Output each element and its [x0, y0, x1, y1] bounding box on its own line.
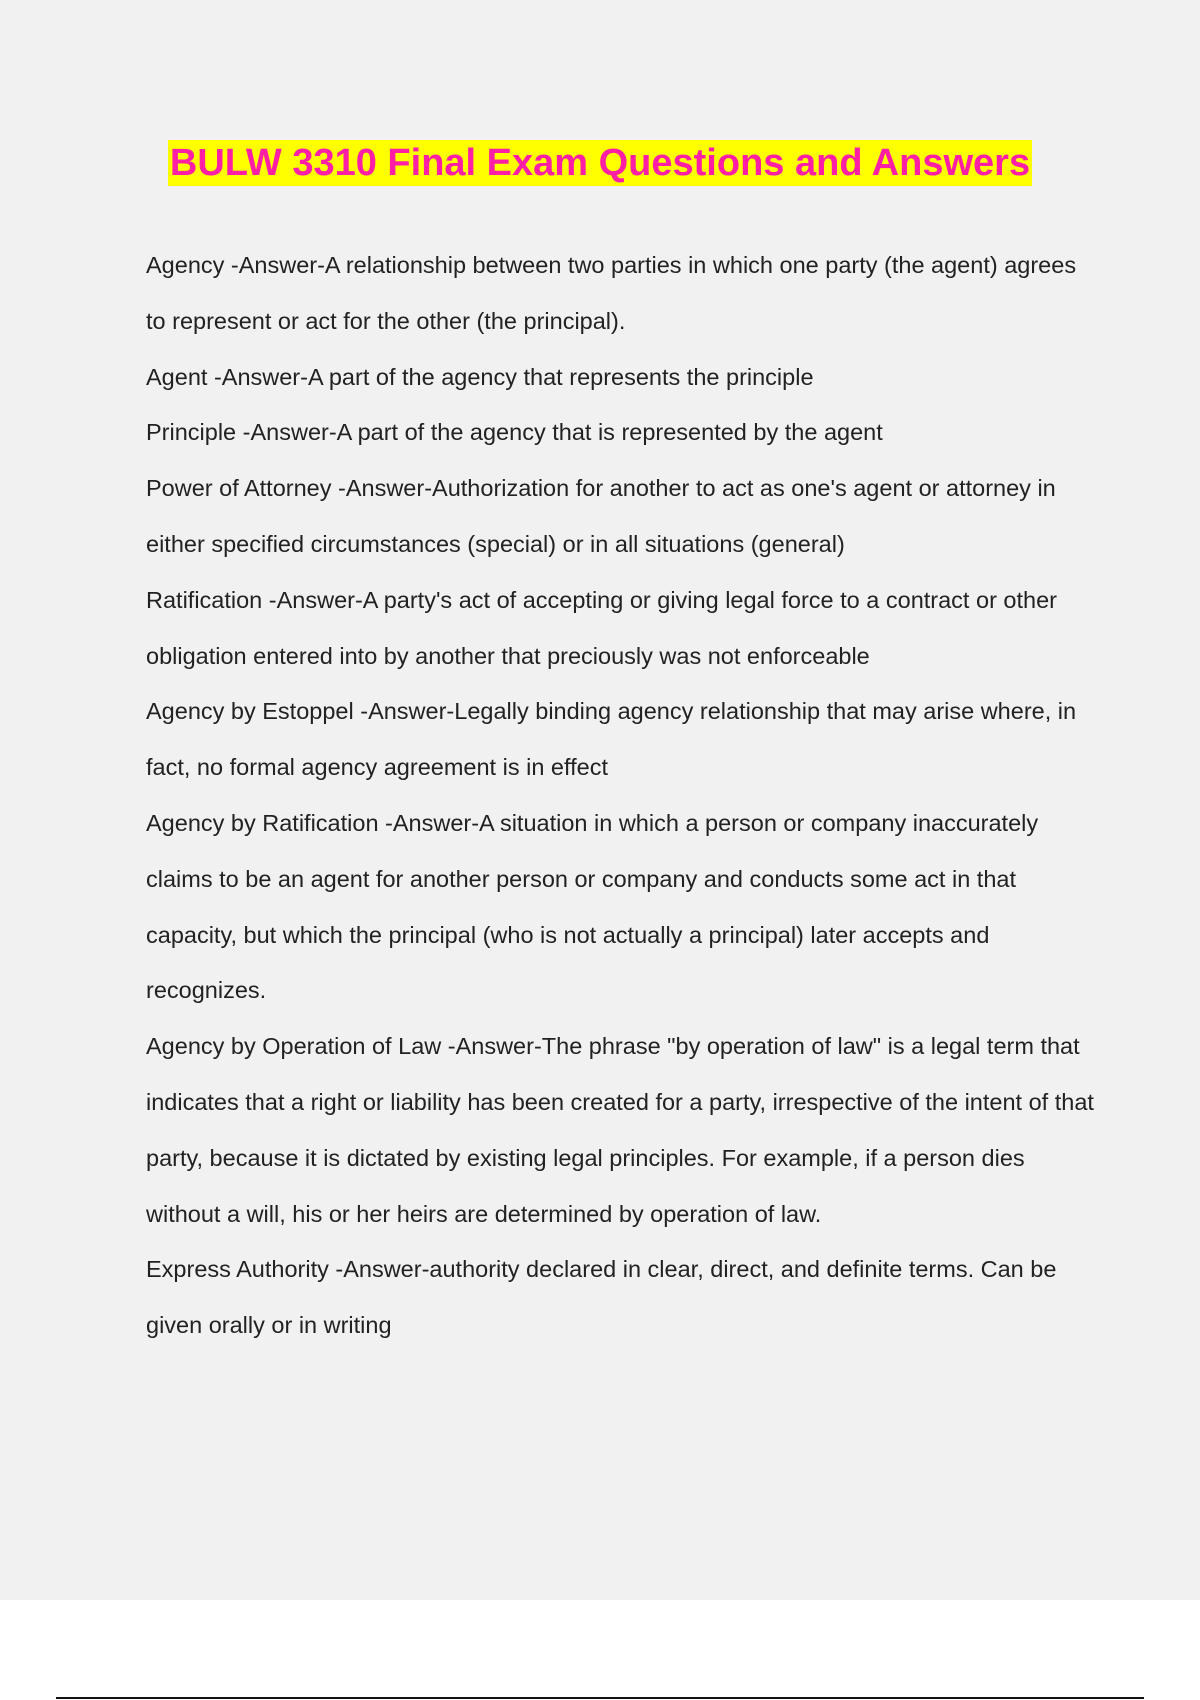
page-title: BULW 3310 Final Exam Questions and Answers [169, 142, 1031, 184]
page-footer [0, 1600, 1200, 1700]
title-container [0, 140, 1200, 186]
qa-entry: Express Authority -Answer-authority declared in clear, direct, and definite terms. Can be given orally or in writing [146, 1256, 1057, 1339]
qa-entry: Principle -Answer-A part of the agency that is represented by the agent [146, 419, 883, 446]
qa-list [146, 238, 1096, 1354]
qa-entry: Agency -Answer-A relationship between two parties in which one party (the agent) agrees to represent or act for the other (the principal). [146, 252, 1077, 334]
qa-entry: Agency by Estoppel -Answer-Legally binding agency relationship that may arise where, in fact, no formal agency agreement is in effect [146, 698, 1077, 781]
qa-entry: Power of Attorney -Answer-Authorization for another to act as one's agent or attorney in either specified circumstances (special) or in all situations (general) [146, 475, 1056, 557]
qa-entry: Agent -Answer-A part of the agency that represents the principle [146, 363, 814, 390]
qa-entry: Agency by Ratification -Answer-A situation in which a person or company inaccurately claims to be an agent for another person or company and conducts some act in that capacity, but which the principal (who is not actually a principal) later accepts and recognizes. [146, 809, 1039, 1004]
footer-divider [56, 1697, 1144, 1699]
qa-entry: Agency by Operation of Law -Answer-The phrase "by operation of law" is a legal term that indicates that a right or liability has been created for a party, irrespective of the intent of that party, because it is dictated by existing legal principles. For example, if a person dies without a will, his or her heirs are determined by operation of law. [146, 1033, 1094, 1227]
qa-entry: Ratification -Answer-A party's act of accepting or giving legal force to a contract or other obligation entered into by another that preciously was not enforceable [146, 586, 1057, 669]
